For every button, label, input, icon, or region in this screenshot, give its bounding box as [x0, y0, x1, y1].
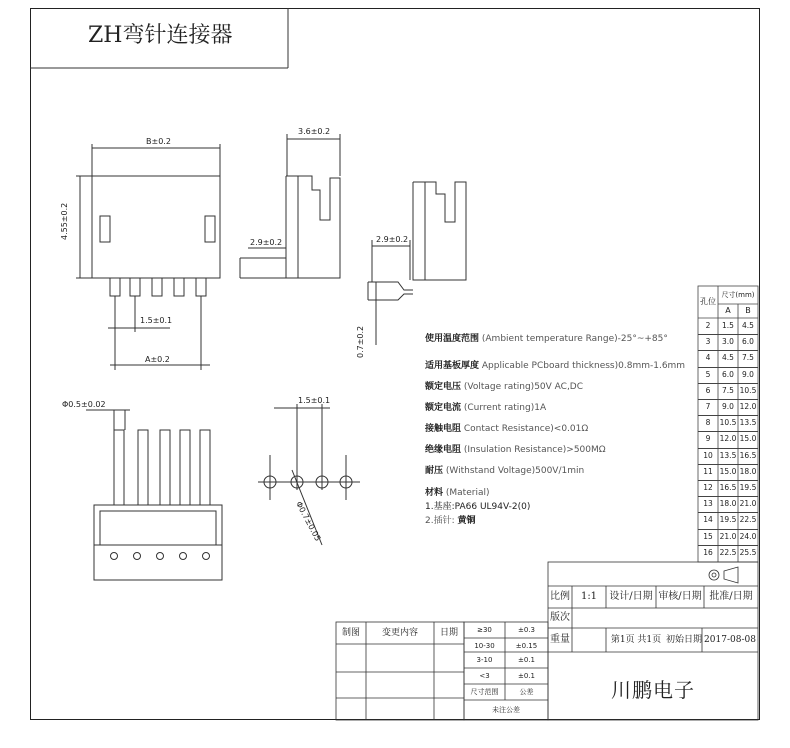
tolerance-cell-range: 10-30	[474, 642, 495, 650]
spec-row: 使用温度范围 (Ambient temperature Range)-25°~+85°	[425, 334, 668, 344]
revision-header-change: 变更内容	[381, 628, 418, 638]
approve-date: 批准/日期	[709, 591, 753, 602]
size-table-cell-a: 4.5	[722, 353, 734, 363]
size-table-cell-a: 21.0	[719, 531, 737, 541]
company-name: 川鹏电子	[611, 678, 695, 702]
design-date: 设计/日期	[609, 591, 653, 602]
dim-hole-diameter: Φ0.7±0.05	[294, 500, 323, 543]
size-table-row-divider	[698, 383, 758, 384]
size-table-header-a: A	[725, 306, 731, 315]
weight-label: 重量	[550, 634, 570, 645]
size-table-cell-position: 10	[703, 450, 713, 460]
sheet-count: 第1页 共1页	[610, 635, 662, 645]
size-table-cell-b: 6.0	[742, 337, 754, 347]
dim-a: A±0.2	[145, 355, 170, 364]
size-table-cell-position: 8	[705, 418, 711, 428]
dim-width-2: 2.9±0.2	[250, 238, 283, 247]
spec-row: 接触电阻 Contact Resistance)<0.01Ω	[425, 424, 589, 434]
tolerance-cell-value: ±0.3	[518, 626, 535, 634]
dim-depth: 0.7±0.2	[356, 325, 365, 358]
size-table-cell-b: 22.5	[739, 515, 757, 525]
material-line-1: 1.基座:PA66 UL94V-2(0)	[425, 502, 531, 512]
revision-header-drafter: 制图	[341, 628, 360, 638]
drawing-title: ZH弯针连接器	[88, 23, 233, 48]
size-table-cell-b: 13.5	[739, 418, 757, 428]
size-table-row-divider	[698, 464, 758, 465]
dim-pitch-2: 1.5±0.1	[298, 396, 331, 405]
version-label: 版次	[550, 612, 570, 623]
size-table-header-size: 尺寸(mm)	[721, 291, 755, 299]
size-table-cell-b: 19.5	[739, 483, 757, 492]
size-table-row-divider	[698, 545, 758, 546]
size-table-row-divider	[698, 334, 758, 335]
size-table-header-b: B	[745, 306, 751, 315]
tolerance-header-range: 尺寸范围	[470, 688, 499, 696]
tolerance-cell-range: 3-10	[476, 656, 493, 664]
size-table-cell-b: 25.5	[739, 547, 757, 557]
size-table-cell-position: 13	[703, 499, 713, 509]
start-date-label: 初始日期	[665, 635, 702, 645]
side-view-2	[368, 182, 466, 345]
size-table-cell-b: 12.0	[739, 402, 757, 411]
tolerance-cell-range: ≥30	[477, 626, 492, 634]
tolerance-cell-value: ±0.1	[518, 672, 535, 680]
size-table-cell-position: 3	[705, 337, 711, 347]
dim-b: B±0.2	[146, 137, 171, 146]
size-table-cell-a: 3.0	[722, 337, 734, 347]
size-table-header-position: 孔位	[700, 297, 716, 306]
size-table-cell-b: 15.0	[739, 434, 757, 444]
scale-value: 1:1	[580, 591, 598, 602]
size-table-row-divider	[698, 399, 758, 400]
size-table-cell-b: 18.0	[739, 466, 757, 476]
revision-header-date: 日期	[439, 628, 458, 638]
size-table-cell-position: 12	[703, 483, 713, 492]
size-table-row-divider	[698, 350, 758, 351]
spec-row: 适用基板厚度 Applicable PCboard thickness)0.8mm-1.6mm	[425, 361, 686, 371]
size-table-cell-a: 12.0	[719, 434, 737, 444]
size-table-cell-position: 15	[703, 531, 713, 541]
size-table-cell-b: 4.5	[742, 321, 754, 330]
dim-width-3: 2.9±0.2	[376, 235, 409, 244]
size-table-cell-position: 6	[705, 385, 711, 395]
size-table-cell-b: 7.5	[742, 353, 754, 363]
size-table-row-divider	[698, 431, 758, 432]
spec-row: 耐压 (Withstand Voltage)500V/1min	[425, 466, 585, 476]
material-title: 材料 (Material)	[425, 488, 490, 498]
size-table-cell-b: 24.0	[739, 531, 757, 541]
size-table-row-divider	[698, 480, 758, 481]
tolerance-cell-value: ±0.1	[518, 656, 535, 664]
tolerance-cell-range: <3	[479, 672, 490, 680]
size-table-cell-a: 22.5	[719, 547, 737, 557]
size-table-cell-a: 16.5	[719, 483, 737, 492]
size-table-cell-b: 9.0	[742, 369, 754, 379]
side-view-1	[240, 134, 340, 278]
tolerance-footer: 未注公差	[492, 706, 520, 714]
size-table-cell-a: 18.0	[719, 499, 737, 509]
dim-pitch: 1.5±0.1	[140, 316, 173, 325]
spec-row: 额定电压 (Voltage rating)50V AC,DC	[425, 382, 584, 392]
bottom-front-view	[86, 410, 222, 580]
size-table-row-divider	[698, 512, 758, 513]
spec-row: 额定电流 (Current rating)1A	[425, 403, 547, 413]
size-table-row-divider	[698, 367, 758, 368]
size-table-cell-position: 4	[705, 353, 711, 363]
size-table-cell-position: 14	[703, 515, 713, 525]
size-table-row-divider	[698, 415, 758, 416]
size-table-row-divider	[698, 529, 758, 530]
size-table-cell-position: 16	[703, 547, 713, 557]
size-table-cell-a: 1.5	[722, 321, 734, 330]
dim-width-1: 3.6±0.2	[298, 127, 331, 136]
size-table-cell-a: 9.0	[722, 402, 734, 411]
review-date: 审核/日期	[658, 591, 702, 602]
size-table-cell-a: 6.0	[722, 369, 734, 379]
size-table-cell-position: 5	[705, 369, 711, 379]
size-table-cell-position: 2	[705, 321, 711, 330]
size-table-cell-position: 11	[703, 466, 713, 476]
size-table-cell-b: 10.5	[739, 385, 757, 395]
size-table-cell-a: 13.5	[719, 450, 737, 460]
tolerance-header-value: 公差	[519, 688, 534, 696]
dim-height: 4.55±0.2	[60, 202, 69, 240]
scale-label: 比例	[550, 591, 570, 602]
size-table-row-divider	[698, 496, 758, 497]
spec-row: 绝缘电阻 (Insulation Resistance)>500MΩ	[425, 445, 606, 455]
dim-pin-diameter: Φ0.5±0.02	[62, 400, 106, 409]
size-table-cell-a: 15.0	[719, 466, 737, 476]
size-table-cell-a: 19.5	[719, 515, 737, 525]
size-table-cell-b: 21.0	[739, 499, 757, 509]
start-date: 2017-08-08	[704, 635, 756, 645]
size-table-cell-a: 10.5	[719, 418, 737, 428]
tolerance-cell-value: ±0.15	[515, 642, 538, 650]
material-line-2: 2.插针: 黄铜	[425, 516, 476, 526]
size-table-cell-a: 7.5	[722, 385, 734, 395]
size-table-cell-b: 16.5	[739, 450, 757, 460]
front-view	[76, 144, 220, 370]
size-table-row-divider	[698, 448, 758, 449]
size-table-cell-position: 7	[705, 402, 711, 411]
size-table-cell-position: 9	[705, 434, 711, 444]
